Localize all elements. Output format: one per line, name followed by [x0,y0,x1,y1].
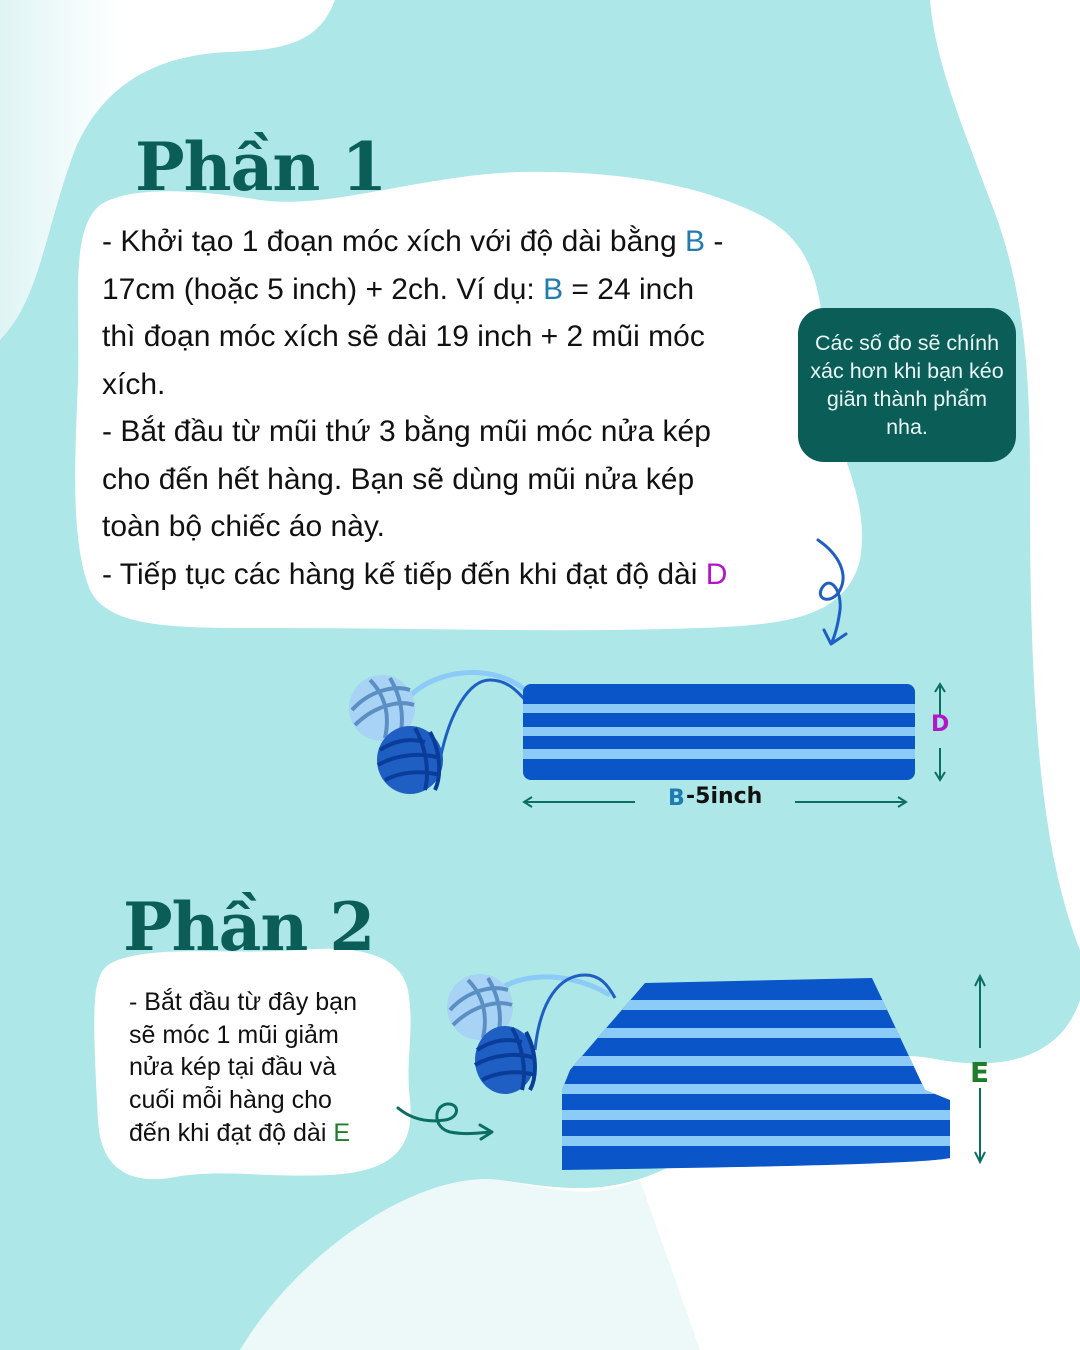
tip-note [798,308,1016,462]
instruction-line: xích. [102,367,166,401]
label-e: E [970,1056,990,1089]
part1-instructions [102,218,802,598]
variable-b: B [543,272,564,306]
instruction-line: nửa kép tại đầu và [129,1053,337,1082]
variable-e: E [333,1118,351,1147]
instruction-line: - Bắt đầu từ mũi thứ 3 bằng mũi móc nửa kép [102,415,711,448]
label-d: D [931,712,950,737]
instruction-line: cuối mỗi hàng cho [129,1086,332,1115]
part2-instructions [129,986,399,1150]
part2-title: Phần 2 [123,888,375,966]
instruction-line: sẽ móc 1 mũi giảm [129,1020,339,1049]
instruction-line: thì đoạn móc xích sẽ dài 19 inch + 2 mũi móc [102,320,705,353]
instruction-line: - Tiếp tục các hàng kế tiếp đến khi đạt độ dài D [102,557,728,591]
yarn-ball-dark-icon [377,726,443,794]
part2-trapezoid-diagram [440,960,1000,1175]
label-width-rest: -5inch [686,784,763,809]
variable-d: D [705,557,728,591]
instruction-line: toàn bộ chiếc áo này. [102,510,385,543]
label-b: B [668,786,685,811]
tip-note-text: Các số đo sẽ chính xác hơn khi bạn kéo giãn thành phẩm nha. [810,331,1004,439]
striped-panel [523,684,915,780]
curly-arrow-icon [800,530,870,655]
instruction-line: - Bắt đầu từ đây bạn [129,988,357,1016]
part1-title: Phần 1 [135,128,387,206]
yarn-ball-dark-icon [475,1026,535,1094]
instruction-line: đến khi đạt độ dài E [129,1118,351,1147]
instruction-line: cho đến hết hàng. Bạn sẽ dùng mũi nửa kép [102,462,695,496]
variable-b: B [685,225,706,258]
instruction-line: 17cm (hoặc 5 inch) + 2ch. Ví dụ: B = 24 inch [102,272,695,306]
instruction-line: - Khởi tạo 1 đoạn móc xích với độ dài bằng B - [102,225,724,258]
part1-rectangle-diagram [340,660,960,830]
